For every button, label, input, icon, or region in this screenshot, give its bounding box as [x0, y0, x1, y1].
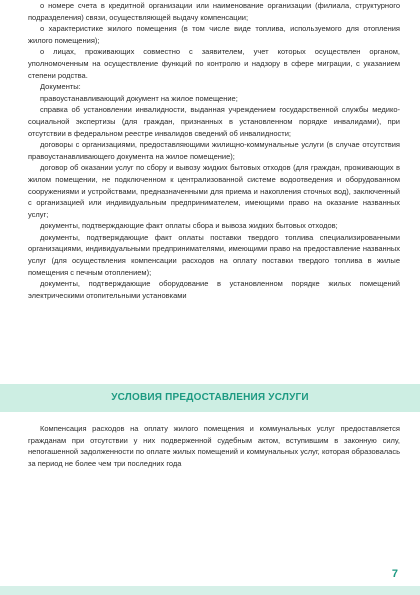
paragraph-disability-certificate: справка об установлении инвалидности, выданная учреждением государственной службы медико-социальной экспертизы (для граждан, признанных в установленном порядке инвалидами), при отсутствии в федеральном реестре инвалидов сведений об инвалидности; — [28, 105, 400, 138]
paragraph-waste-contract: договор об оказании услуг по сбору и вывозу жидких бытовых отходов (для граждан, проживающих в жилом помещении, не подключенном к централизованной системе водоотведения и оборудованном сооружениями и устройствами, предназначенными для приема и накопления сточных вод), заключенный с организацией или индивидуальным предпринимателем, имеющими право на оказание названных услуг; — [28, 163, 400, 219]
requirements-text-block — [28, 0, 400, 301]
paragraph-ownership-document: правоустанавливающий документ на жилое помещение; — [40, 93, 238, 103]
paragraph-documents-heading: Документы: — [40, 82, 81, 92]
paragraph-electric-heating: документы, подтверждающие оборудование в установленном порядке жилых помещений электрическими отопительными установками — [28, 279, 400, 300]
paragraph-solid-fuel-payment: документы, подтверждающие факт оплаты поставки твердого топлива специализированными организациями, индивидуальными предпринимателями, имеющими право на предоставление названных услуг (для осуществления компенсации расходов на оплату поставки твердого топлива в жилые помещения с печным отоплением); — [28, 232, 400, 277]
page-number: 7 — [391, 568, 398, 580]
section-banner — [0, 384, 420, 412]
paragraph-housing-characteristics: о характеристике жилого помещения (в том числе виде топлива, используемого для отопления жилого помещения); — [28, 24, 400, 45]
footer-bar — [0, 586, 420, 595]
section-title: УСЛОВИЯ ПРЕДОСТАВЛЕНИЯ УСЛУГИ — [111, 392, 309, 403]
paragraph-compensation-conditions: Компенсация расходов на оплату жилого помещения и коммунальных услуг предоставляется гражданам при отсутствии у них подверженной судебным актом, вступившим в законную силу, непогашенной задолженности по оплате жилых помещений и коммунальных услуг, которая образовалась за период не более чем три последних года — [28, 424, 400, 468]
paragraph-waste-payment: документы, подтверждающие факт оплаты сбора и вывоза жидких бытовых отходов; — [40, 221, 338, 231]
conditions-text-block — [28, 423, 400, 469]
paragraph-bank-account: о номере счета в кредитной организации или наименование организации (филиала, структурного подразделения) связи, осуществляющей выдачу компенсации; — [28, 1, 400, 22]
paragraph-utility-contracts: договоры с организациями, предоставляющими жилищно-коммунальные услуги (в случае отсутствия правоустанавливающего документа на жилое помещение); — [28, 140, 400, 161]
paragraph-cohabitants: о лицах, проживающих совместно с заявителем, учет которых осуществлен органом, уполномоченным на осуществление функций по контролю и надзору в сфере миграции, с указанием степени родства. — [28, 47, 400, 80]
